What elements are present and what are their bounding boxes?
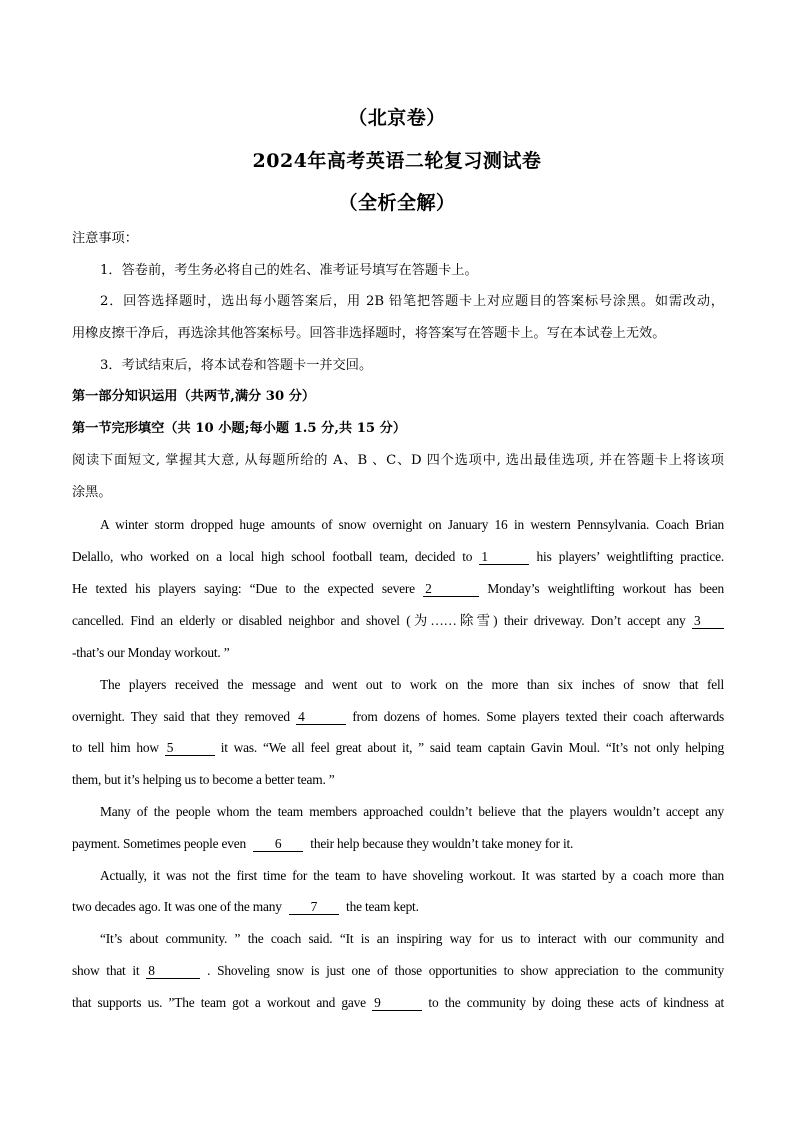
passage-text: to the community by doing these acts of kindness at: [428, 995, 724, 1010]
passage-text: cancelled. Find an elderly or disabled neighbor and shovel (为……除雪) their driveway. Don’t accept any: [72, 613, 686, 628]
passage-line: Actually, it was not the first time for the team to have shoveling workout. It was started by a coach more than: [100, 868, 724, 883]
passage-text: show that it: [72, 963, 140, 978]
cloze-heading: 第一节完形填空（共 10 小题;每小题 1.5 分,共 15 分）: [72, 421, 407, 436]
note-item-3: 3．考试结束后，将本试卷和答题卡一并交回。: [100, 358, 373, 373]
passage-text: overnight. They said that they removed: [72, 709, 290, 724]
blank-4: 4: [296, 710, 346, 725]
passage-text: Delallo, who worked on a local high school football team, decided to: [72, 549, 473, 564]
passage-text: two decades ago. It was one of the many: [72, 899, 282, 914]
passage-text: payment. Sometimes people even: [72, 836, 246, 851]
instruction-line-1: 阅读下面短文, 掌握其大意, 从每题所给的 A、B 、C、D 四个选项中, 选出最佳选项, 并在答题卡上将该项: [72, 453, 724, 468]
note-item-2-line-1: 2．回答选择题时，选出每小题答案后，用 2B 铅笔把答题卡上对应题目的答案标号涂黑。如需改动，: [100, 294, 724, 309]
instruction-line-2: 涂黑。: [72, 485, 112, 500]
passage-line: [72, 835, 724, 853]
passage-line: [72, 739, 724, 757]
notes-heading: 注意事项：: [72, 231, 138, 246]
passage-line: [72, 898, 724, 916]
passage-line: [72, 994, 724, 1012]
passage-line: [72, 612, 724, 630]
blank-2: 2: [423, 582, 479, 597]
passage-text: the team kept.: [346, 899, 419, 914]
passage-line: [72, 708, 724, 726]
blank-9: 9: [372, 996, 422, 1011]
blank-6: 6: [253, 837, 303, 852]
exam-title: 2024年高考英语二轮复习测试卷: [252, 150, 542, 172]
part-heading: 第一部分知识运用（共两节,满分 30 分）: [72, 389, 316, 404]
passage-line: [72, 962, 724, 980]
passage-line: “It’s about community. ” the coach said. “It is an inspiring way for us to interact with our community and: [100, 931, 724, 946]
passage-line: [72, 580, 724, 598]
passage-text: from dozens of homes. Some players texted their coach afterwards: [352, 709, 724, 724]
passage-text: his players’ weightlifting practice.: [536, 549, 725, 564]
blank-3: 3: [692, 614, 724, 629]
passage-text: He texted his players saying: “Due to the expected severe: [72, 581, 415, 596]
passage-line: A winter storm dropped huge amounts of snow overnight on January 16 in western Pennsylvania. Coach Brian: [100, 517, 724, 532]
region-title: （北京卷）: [348, 107, 446, 129]
passage-text: their help because they wouldn’t take money for it.: [310, 836, 574, 851]
passage-line: The players received the message and went out to work on the more than six inches of snow that fell: [100, 677, 724, 692]
blank-8: 8: [146, 964, 200, 979]
passage-text: that supports us. ”The team got a workout and gave: [72, 995, 366, 1010]
passage-line: [72, 548, 724, 566]
passage-line: -that’s our Monday workout. ”: [72, 645, 230, 660]
exam-subtitle: （全析全解）: [338, 192, 456, 214]
note-item-2-line-2: 用橡皮擦干净后，再选涂其他答案标号。回答非选择题时，将答案写在答题卡上。写在本试卷上无效。: [72, 326, 666, 341]
passage-line: them, but it’s helping us to become a better team. ”: [72, 772, 335, 787]
passage-text: to tell him how: [72, 740, 159, 755]
blank-5: 5: [165, 741, 215, 756]
blank-1: 1: [479, 550, 529, 565]
passage-text: Monday’s weightlifting workout has been: [487, 581, 724, 596]
note-item-1: 1．答卷前，考生务必将自己的姓名、准考证号填写在答题卡上。: [100, 263, 478, 278]
passage-line: Many of the people whom the team members approached couldn’t believe that the players wouldn’t accept any: [100, 804, 724, 819]
passage-text: . Shoveling snow is just one of those opportunities to show appreciation to the community: [207, 963, 724, 978]
blank-7: 7: [289, 900, 339, 915]
passage-text: it was. “We all feel great about it, ” said team captain Gavin Moul. “It’s not only helping: [220, 740, 724, 755]
